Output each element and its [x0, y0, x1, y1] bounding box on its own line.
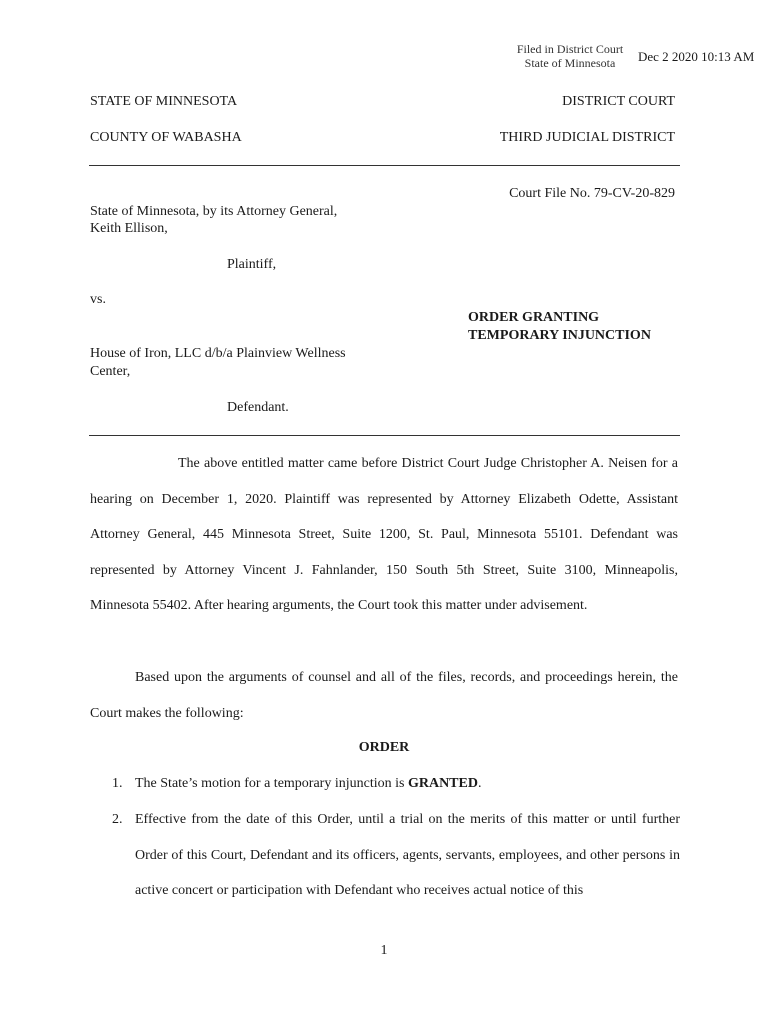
order-item-number: 1. — [112, 776, 123, 791]
stamp-line-1: Filed in District Court — [516, 42, 624, 56]
plaintiff-role: Plaintiff, — [227, 257, 277, 272]
stamp-line-2: State of Minnesota — [524, 56, 616, 70]
defendant-name-line-2: Center, — [90, 364, 131, 379]
basis-paragraph: Based upon the arguments of counsel and all of the files, records, and proceedings herein, the Court makes the following: — [90, 670, 678, 721]
filing-datetime: Dec 2 2020 10:13 AM — [638, 49, 755, 64]
versus: vs. — [90, 292, 106, 307]
caption-divider — [89, 435, 680, 436]
page-number: 1 — [380, 943, 388, 958]
order-item-text: Effective from the date of this Order, until a trial on the merits of this matter or until further Order of this Court, Defendant and its officers, agents, servants, employees, and other persons in active concert or participation with Defendant who receives actual notice of this — [135, 812, 680, 899]
order-item-text: The State’s motion for a temporary injunction is GRANTED. — [135, 776, 482, 791]
county-name: COUNTY OF WABASHA — [90, 130, 242, 145]
plaintiff-name-line-2: Keith Ellison, — [90, 221, 168, 236]
document-title-line-2: TEMPORARY INJUNCTION — [468, 328, 651, 343]
filing-stamp — [508, 42, 632, 70]
granted-emphasis: GRANTED — [407, 776, 478, 791]
plaintiff-name-line-1: State of Minnesota, by its Attorney General, — [90, 204, 338, 219]
header-divider — [89, 165, 680, 166]
judicial-district: THIRD JUDICIAL DISTRICT — [499, 130, 675, 145]
defendant-role: Defendant. — [227, 400, 289, 415]
order-heading: ORDER — [358, 740, 410, 755]
order-item-number: 2. — [112, 812, 123, 827]
state-name: STATE OF MINNESOTA — [90, 94, 238, 109]
court-file-number: Court File No. 79-CV-20-829 — [509, 186, 675, 201]
defendant-name-line-1: House of Iron, LLC d/b/a Plainview Wellness — [90, 346, 346, 361]
intro-paragraph: The above entitled matter came before District Court Judge Christopher A. Neisen for a hearing on December 1, 2020. Plaintiff was represented by Attorney Elizabeth Odette, Assistant Attorney General, 445 Minnesota Street, Suite 1200, St. Paul, Minnesota 55101. Defendant was represented by Attorney Vincent J. Fahnlander, 150 South 5th Street, Suite 3100, Minneapolis, Minnesota 55402. After hearing arguments, the Court took this matter under advisement. — [90, 456, 678, 614]
document-title-line-1: ORDER GRANTING — [468, 310, 600, 325]
court-name: DISTRICT COURT — [562, 94, 675, 109]
